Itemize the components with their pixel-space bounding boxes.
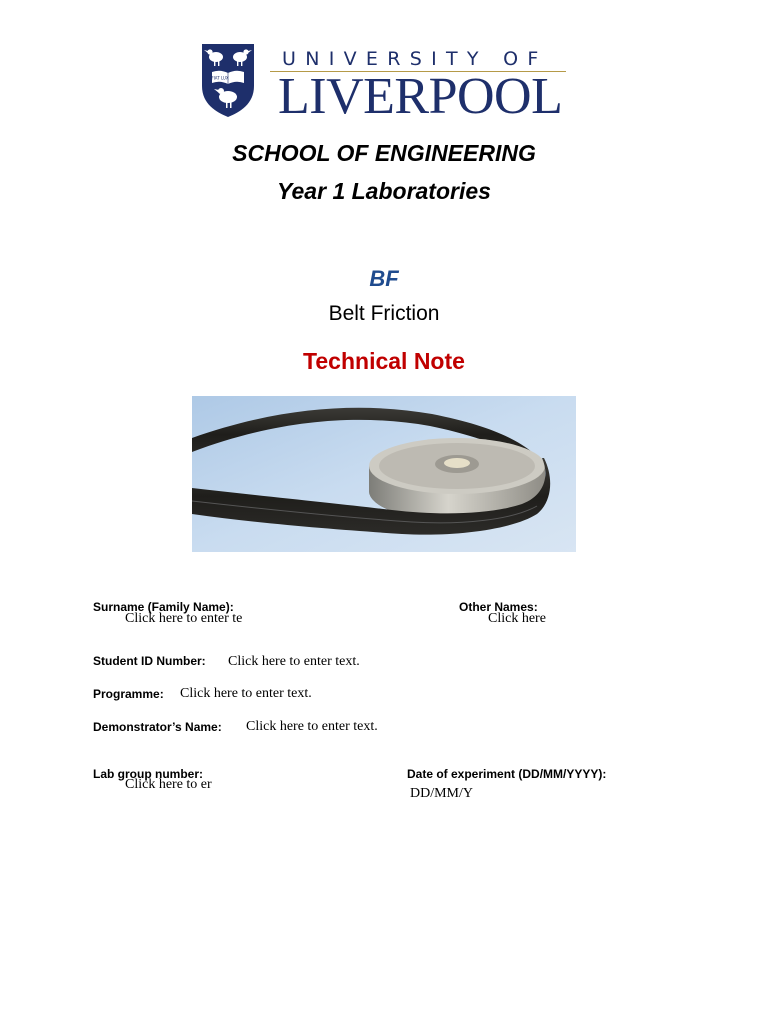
- belt-pulley-photo: [192, 396, 576, 552]
- experiment-name: Belt Friction: [328, 302, 440, 325]
- experiment-code: BF: [369, 266, 399, 291]
- date-label: Date of experiment (DD/MM/YYYY):: [407, 767, 607, 781]
- document-type-heading: Technical Note: [303, 348, 465, 374]
- logo-liverpool-text: LIVERPOOL: [278, 68, 563, 125]
- student-id-field[interactable]: Click here to enter text.: [228, 654, 360, 669]
- shield-motto-text: FIAT LUX: [211, 75, 229, 81]
- student-id-label: Student ID Number:: [93, 654, 206, 668]
- other-names-field[interactable]: Click here: [488, 611, 546, 626]
- demonstrator-label: Demonstrator’s Name:: [93, 720, 222, 734]
- date-field[interactable]: DD/MM/Y: [410, 786, 474, 801]
- lab-group-label: Lab group number:: [93, 767, 203, 781]
- year-subheading: Year 1 Laboratories: [277, 178, 491, 204]
- logo-university-of-text: UNIVERSITY OF: [282, 48, 548, 70]
- programme-label: Programme:: [93, 687, 164, 701]
- demonstrator-field[interactable]: Click here to enter text.: [246, 719, 378, 734]
- school-heading: SCHOOL OF ENGINEERING: [232, 140, 536, 166]
- programme-field[interactable]: Click here to enter text.: [180, 686, 312, 701]
- other-names-label: Other Names:: [459, 600, 538, 614]
- university-crest-logo: [200, 42, 256, 118]
- surname-label: Surname (Family Name):: [93, 600, 234, 614]
- surname-field[interactable]: Click here to enter te: [125, 611, 243, 626]
- lab-group-field[interactable]: Click here to er: [125, 777, 212, 792]
